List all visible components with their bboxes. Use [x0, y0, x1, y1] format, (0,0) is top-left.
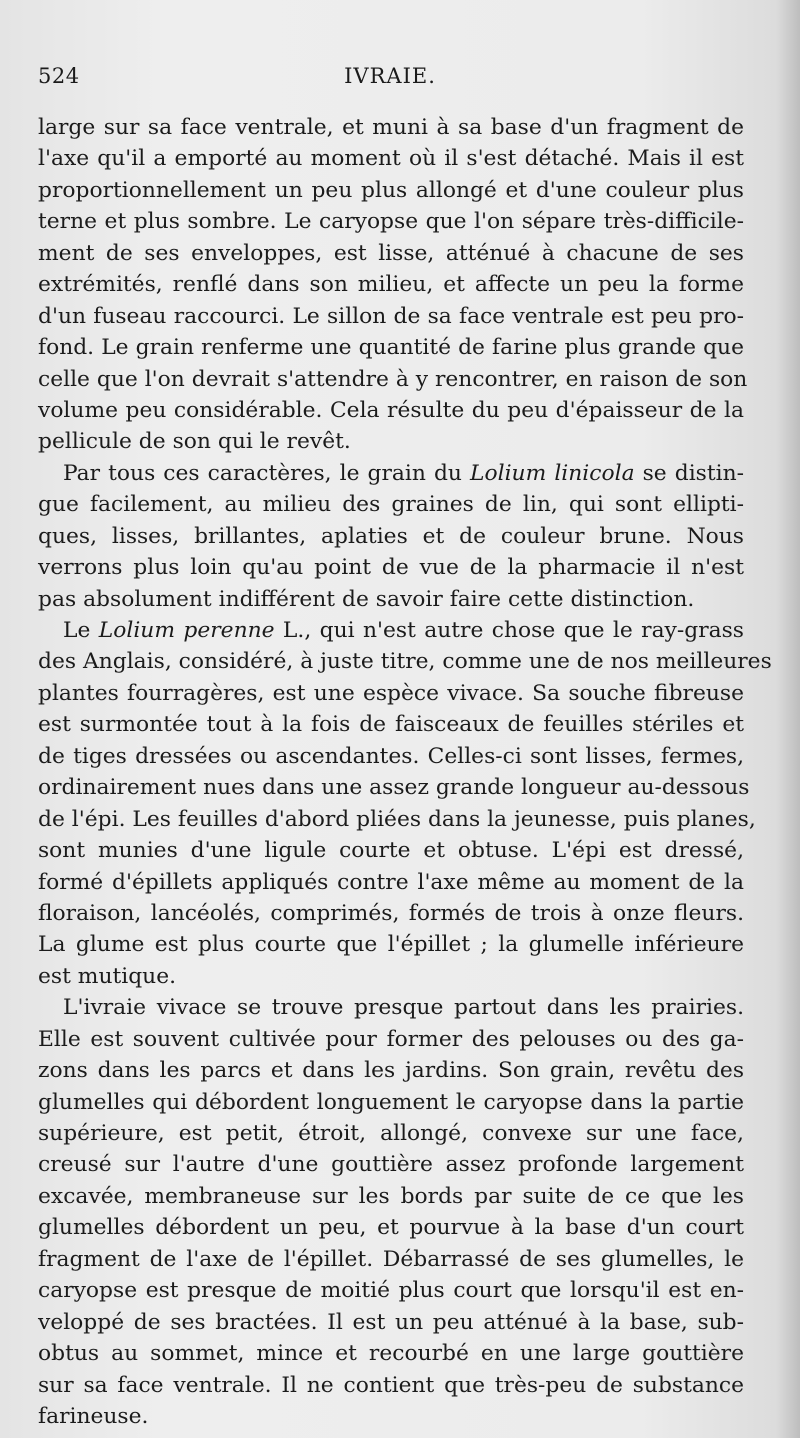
text-line: volume peu considérable. Cela résulte du peu d'épaisseur de la — [38, 397, 744, 423]
text-line: gue facilement, au milieu des graines de lin, qui sont ellipti- — [38, 492, 744, 518]
text-line: verrons plus loin qu'au point de vue de la pharmacie il n'est — [38, 555, 744, 581]
paragraph — [38, 992, 744, 1432]
text-line: creusé sur l'autre d'une gouttière assez profonde largement — [38, 1152, 744, 1178]
text-body — [38, 112, 772, 1432]
text-line: Elle est souvent cultivée pour former des pelouses ou des ga- — [38, 1026, 744, 1052]
text-line: glumelles qui débordent longuement le caryopse dans la partie — [38, 1089, 744, 1115]
text-line: ques, lisses, brillantes, aplaties et de couleur brune. Nous — [38, 523, 744, 549]
text-line: L'ivraie vivace se trouve presque partout dans les prairies. — [63, 995, 744, 1021]
text-line: ordinairement nues dans une assez grande longueur au-dessous — [38, 775, 750, 801]
text-line: plantes fourragères, est une espèce vivace. Sa souche fibreuse — [38, 680, 744, 706]
running-title: IVRAIE. — [344, 64, 436, 88]
text-line: farineuse. — [38, 1403, 149, 1429]
text-line: glumelles débordent un peu, et pourvue à la base d'un court — [38, 1215, 744, 1241]
text-line: fragment de l'axe de l'épillet. Débarrassé de ses glumelles, le — [38, 1246, 744, 1272]
text-line: de l'épi. Les feuilles d'abord pliées dans la jeunesse, puis planes, — [38, 806, 756, 832]
text-line: est mutique. — [38, 963, 177, 989]
text-line: excavée, membraneuse sur les bords par suite de ce que les — [38, 1183, 744, 1209]
text-line: caryopse est presque de moitié plus court que lorsqu'il est en- — [38, 1278, 744, 1304]
text-line: veloppé de ses bractées. Il est un peu atténué à la base, sub- — [38, 1309, 744, 1335]
text-line: fond. Le grain renferme une quantité de farine plus grande que — [38, 335, 744, 361]
page-header — [38, 64, 742, 98]
text-line: sur sa face ventrale. Il ne contient que très-peu de substance — [38, 1372, 744, 1398]
text-line: large sur sa face ventrale, et muni à sa base d'un fragment de — [38, 115, 744, 140]
text-line: celle que l'on devrait s'attendre à y rencontrer, en raison de son — [38, 366, 748, 392]
text-line: est surmontée tout à la fois de faisceaux de feuilles stériles et — [38, 712, 744, 738]
page-number: 524 — [38, 64, 80, 88]
text-line: floraison, lancéolés, comprimés, formés de trois à onze fleurs. — [38, 900, 744, 926]
text-line: extrémités, renflé dans son milieu, et affecte un peu la forme — [38, 272, 744, 298]
text-line: l'axe qu'il a emporté au moment où il s'est détaché. Mais il est — [38, 146, 744, 172]
paragraph — [38, 615, 772, 992]
text-line: ment de ses enveloppes, est lisse, atténué à chacune de ses — [38, 240, 744, 266]
text-line: supérieure, est petit, étroit, allongé, convexe sur une face, — [38, 1121, 744, 1146]
text-line: zons dans les parcs et dans les jardins. Son grain, revêtu des — [38, 1058, 744, 1084]
text-line: terne et plus sombre. Le caryopse que l'on sépare très-difficile- — [38, 209, 744, 235]
text-line: pas absolument indifférent de savoir faire cette distinction. — [38, 586, 695, 612]
text-line: formé d'épillets appliqués contre l'axe même au moment de la — [38, 869, 744, 895]
text-line: d'un fuseau raccourci. Le sillon de sa face ventrale est peu pro- — [38, 303, 744, 329]
paragraph — [38, 112, 748, 458]
text-line: Par tous ces caractères, le grain du Lolium linicola se distin- — [63, 460, 744, 486]
text-line: sont munies d'une ligule courte et obtuse. L'épi est dressé, — [38, 838, 744, 864]
text-line: des Anglais, considéré, à juste titre, comme une de nos meilleures — [38, 649, 772, 675]
text-line: obtus au sommet, mince et recourbé en une large gouttière — [38, 1341, 744, 1367]
text-line: La glume est plus courte que l'épillet ; la glumelle inférieure — [38, 932, 744, 958]
text-line: proportionnellement un peu plus allongé et d'une couleur plus — [38, 177, 744, 203]
paragraph — [38, 458, 744, 615]
text-line: pellicule de son qui le revêt. — [38, 429, 351, 455]
text-line: de tiges dressées ou ascendantes. Celles-ci sont lisses, fermes, — [38, 743, 744, 769]
text-line: Le Lolium perenne L., qui n'est autre chose que le ray-grass — [63, 618, 744, 643]
